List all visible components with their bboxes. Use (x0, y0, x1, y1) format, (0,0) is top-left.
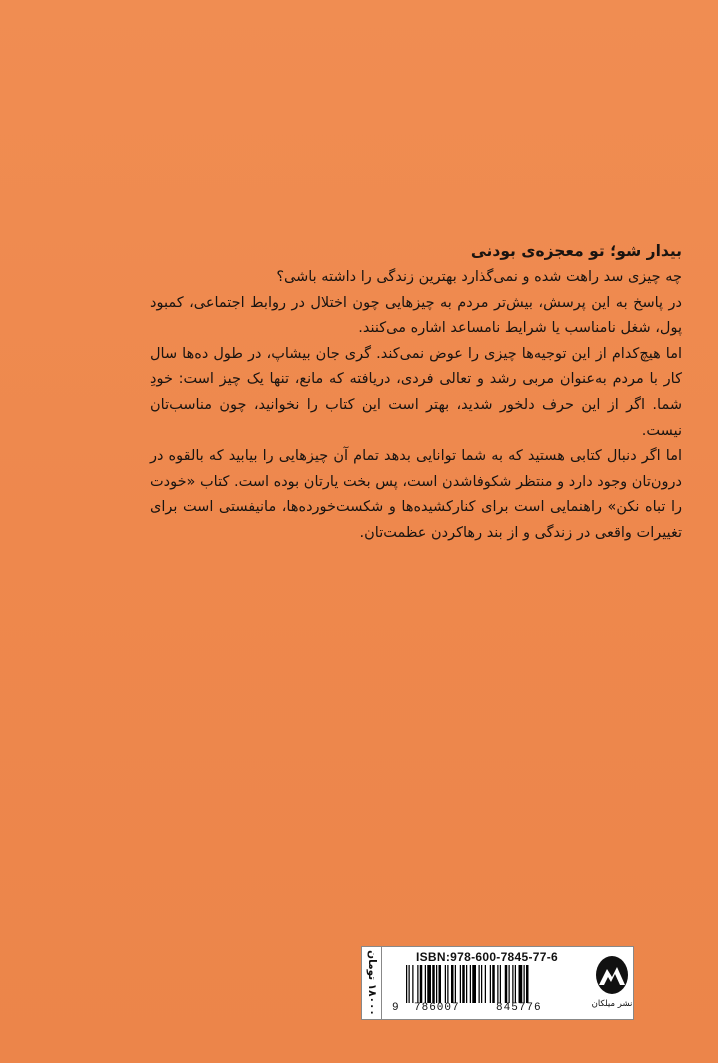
barcode-bar (447, 965, 448, 1003)
barcode-bar (481, 965, 482, 1003)
barcode-bar (466, 965, 467, 1003)
isbn-barcode-block (381, 946, 593, 1020)
blurb-paragraph: چه چیزی سد راهت شده و نمی‌گذارد بهترین زندگی را داشته باشی؟ (276, 269, 682, 285)
barcode-bar (432, 965, 435, 1003)
barcode-left-digits: 786007 (414, 1002, 460, 1014)
barcode-bar (470, 965, 471, 1003)
barcode-bar (436, 965, 437, 1003)
barcode-bar (515, 965, 516, 1003)
barcode-bar (425, 965, 426, 1003)
barcode-bar (472, 965, 476, 1003)
barcode-bar (526, 965, 529, 1003)
barcode-bar (509, 965, 510, 1003)
barcode-bar (479, 965, 480, 1003)
barcode-bar (409, 965, 410, 1003)
barcode-bar (505, 965, 508, 1003)
barcode-bar (451, 965, 454, 1003)
blurb-title: بیدار شو؛ تو معجزه‌ی بودنی (470, 242, 682, 260)
barcode-bar (462, 965, 465, 1003)
barcode-bar (519, 965, 523, 1003)
mountain-logo-icon (595, 955, 629, 995)
back-cover-blurb (150, 238, 682, 547)
isbn-text: ISBN:978-600-7845-77-6 (415, 950, 558, 964)
barcode-bar (406, 965, 407, 1003)
barcode-bar (420, 965, 423, 1003)
barcode-bar (439, 965, 442, 1003)
blurb-paragraph: اما هیچ‌کدام از این توجیه‌ها چیزی را عوض نمی‌کند. گری جان بیشاپ، در طول ده‌ها سال کار با مردم به‌عنوان مربی رشد و تعالی فردی، دریافته که مانع، تنها یک چیز است: خودِ شما. اگر از این حرف دلخور شدید، بهتر است این کتاب را نخوانید، چون مناسب‌تان نیست. (150, 345, 682, 439)
publisher-name: نشر میلکان (591, 999, 633, 1009)
price-label (361, 946, 382, 1020)
barcode-lead-digit: 9 (392, 1002, 399, 1014)
barcode-bar (497, 965, 498, 1003)
barcode-bar (427, 965, 431, 1003)
barcode-bar (512, 965, 513, 1003)
blurb-paragraph: اما اگر دنبال کتابی هستید که به شما توانایی بدهد تمام آن چیزهایی را بیابید که بالقوه در درون‌تان وجود دارد و منتظر شکوفاشدن است، پس بخت یارتان بوده است. کتاب «خودت را تباه نکن» راهنمایی است برای کنارکشیده‌ها و شکست‌خورده‌ها، مانیفستی است برای تغییرات واقعی در زندگی و از بند رهاکردن عظمت‌تان. (149, 448, 682, 541)
barcode-bar (500, 965, 501, 1003)
barcode-bar (524, 965, 525, 1003)
blurb-paragraph: در پاسخ به این پرسش، بیش‌تر مردم به چیزهایی چون اختلال در روابط اجتماعی، کمبود پول، شغل نامناسب یا شرایط نامساعد اشاره می‌کنند. (150, 294, 682, 337)
barcode-bar (455, 965, 456, 1003)
barcode-right-digits: 845776 (496, 1002, 542, 1014)
barcode-bar (485, 965, 486, 1003)
barcode-bar (412, 965, 413, 1003)
publisher-logo-block (591, 946, 634, 1020)
barcode-bar (417, 965, 418, 1003)
barcode-bar (445, 965, 446, 1003)
price-text: ۱۸۰۰۰ تومان (366, 950, 378, 1016)
barcode-icon (406, 965, 574, 1003)
barcode-bar (460, 965, 461, 1003)
barcode-bar (490, 965, 491, 1003)
barcode-bar (492, 965, 495, 1003)
